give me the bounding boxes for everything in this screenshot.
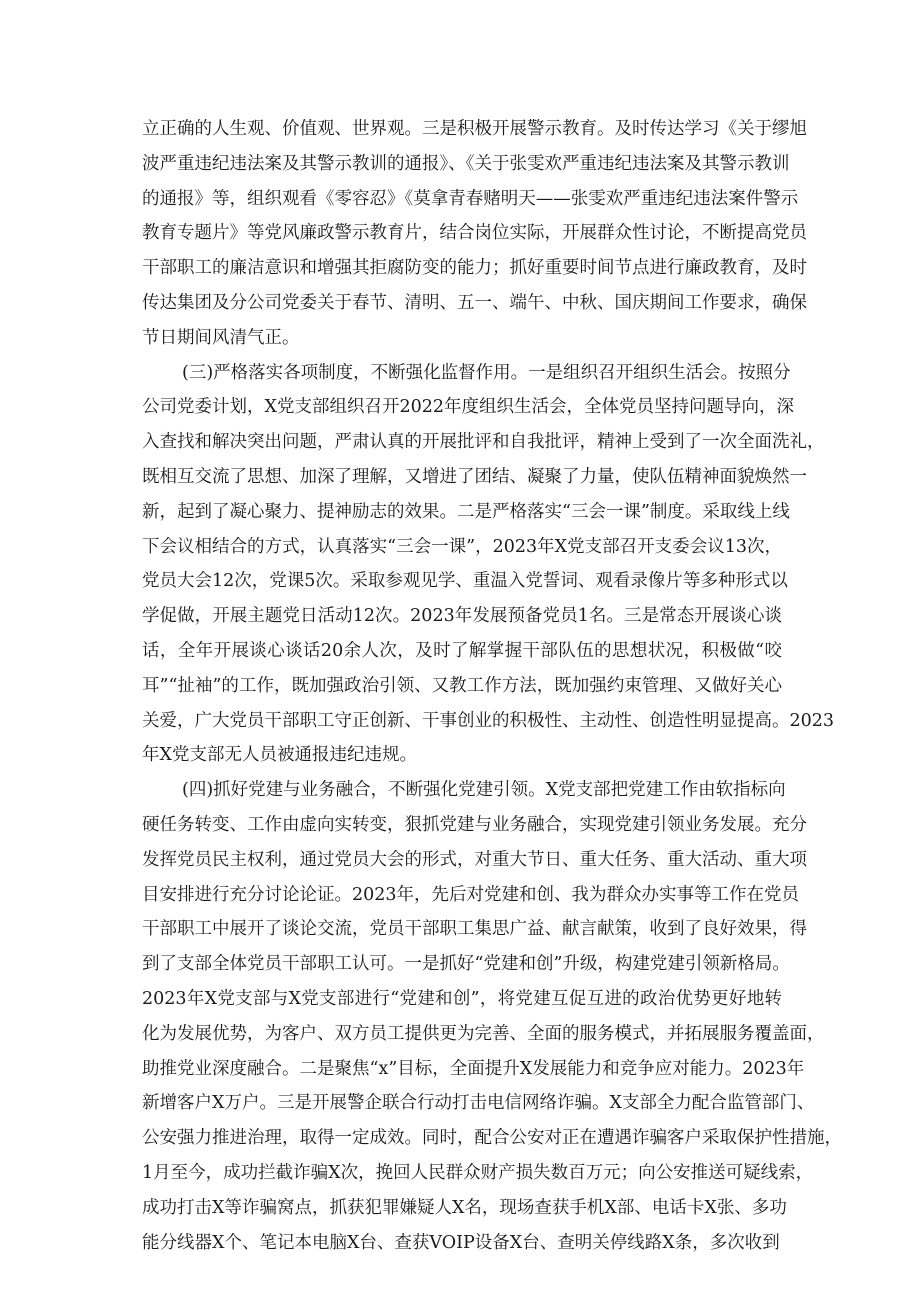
text-line: 入查找和解决突出问题，严肃认真的开展批评和自我批评，精神上受到了一次全面洗礼， — [142, 432, 825, 453]
text-line: 到了支部全体党员干部职工认可。一是抓好“党建和创”升级，构建党建引领新格局。 — [142, 954, 790, 975]
text-line: 下会议相结合的方式，认真落实“三会一课”，2023年X党支部召开支委会议13次， — [142, 536, 782, 557]
text-line: 成功打击X等诈骗窝点，抓获犯罪嫌疑人X名，现场查获手机X部、电话卡X张、多功 — [142, 1197, 787, 1218]
text-line: 党员大会12次，党课5次。采取参观见学、重温入党誓词、观看录像片等多种形式以 — [142, 571, 788, 592]
text-line: 的通报》等，组织观看《零容忍》《莫拿青春赌明天——张雯欢严重违纪违法案件警示 — [142, 188, 799, 209]
text-line: (四)抓好党建与业务融合，不断强化党建引领。X党支部把党建工作由软指标向 — [182, 780, 786, 801]
text-line: 年X党支部无人员被通报违纪违规。 — [142, 745, 417, 766]
text-line: 耳”“扯袖”的工作，既加强政治引领、又教工作方法，既加强约束管理、又做好关心 — [142, 675, 782, 696]
text-line: 化为发展优势，为客户、双方员工提供更为完善、全面的服务模式，并拓展服务覆盖面， — [142, 1023, 825, 1044]
text-line: 干部职工的廉洁意识和增强其拒腐防变的能力；抓好重要时间节点进行廉政教育，及时 — [142, 258, 807, 279]
text-line: 发挥党员民主权利，通过党员大会的形式，对重大节日、重大任务、重大活动、重大项 — [142, 849, 807, 870]
text-line: 2023年X党支部与X党支部进行“党建和创”，将党建互促互进的政治优势更好地转 — [142, 988, 782, 1009]
text-line: 节日期间风清气正。 — [142, 327, 300, 348]
text-line: (三)严格落实各项制度，不断强化监督作用。一是组织召开组织生活会。按照分 — [182, 362, 791, 383]
paragraph-p1-continued — [142, 112, 807, 356]
text-line: 干部职工中展开了谈论交流，党员干部职工集思广益、献言献策，收到了良好效果，得 — [142, 919, 807, 940]
paragraph-p3-section-4 — [142, 773, 842, 1260]
text-line: 新增客户X万户。三是开展警企联合行动打击电信网络诈骗。X支部全力配合监管部门、 — [142, 1093, 815, 1114]
text-line: 新，起到了凝心聚力、提神励志的效果。二是严格落实“三会一课”制度。采取线上线 — [142, 501, 790, 522]
text-line: 关爱，广大党员干部职工守正创新、干事创业的积极性、主动性、创造性明显提高。2023 — [142, 710, 835, 731]
text-line: 学促做，开展主题党日活动12次。2023年发展预备党员1名。三是常态开展谈心谈 — [142, 606, 782, 627]
text-line: 波严重违纪违法案及其警示教训的通报》、《关于张雯欢严重违纪违法案及其警示教训 — [142, 153, 790, 174]
text-line: 1月至今，成功拦截诈骗X次，挽回人民群众财产损失数百万元；向公安推送可疑线索， — [142, 1162, 814, 1183]
paragraph-p2-section-3 — [142, 356, 835, 774]
text-line: 公司党委计划，X党支部组织召开2022年度组织生活会，全体党员坚持问题导向，深 — [142, 397, 794, 418]
document-body — [142, 112, 842, 1260]
text-line: 助推党业深度融合。二是聚焦“x”目标，全面提升X发展能力和竞争应对能力。2023年 — [142, 1058, 805, 1079]
text-line: 硬任务转变、工作由虚向实转变，狠抓党建与业务融合，实现党建引领业务发展。充分 — [142, 814, 807, 835]
text-line: 能分线器X个、笔记本电脑X台、查获VOIP设备X台、查明关停线路X条，多次收到 — [142, 1232, 780, 1253]
text-line: 传达集团及分公司党委关于春节、清明、五一、端午、中秋、国庆期间工作要求，确保 — [142, 292, 807, 313]
text-line: 目安排进行充分讨论论证。2023年，先后对党建和创、我为群众办实事等工作在党员 — [142, 884, 800, 905]
text-line: 话，全年开展谈心谈话20余人次，及时了解掌握干部队伍的思想状况，积极做“咬 — [142, 640, 782, 661]
text-line: 教育专题片》等党风廉政警示教育片，结合岗位实际，开展群众性讨论，不断提高党员 — [142, 223, 807, 244]
text-line: 既相互交流了思想、加深了理解，又增进了团结、凝聚了力量，使队伍精神面貌焕然一 — [142, 466, 807, 487]
text-line: 公安强力推进治理，取得一定成效。同时，配合公安对正在遭遇诈骗客户采取保护性措施， — [142, 1128, 842, 1149]
text-line: 立正确的人生观、价值观、世界观。三是积极开展警示教育。及时传达学习《关于缪旭 — [142, 119, 807, 139]
